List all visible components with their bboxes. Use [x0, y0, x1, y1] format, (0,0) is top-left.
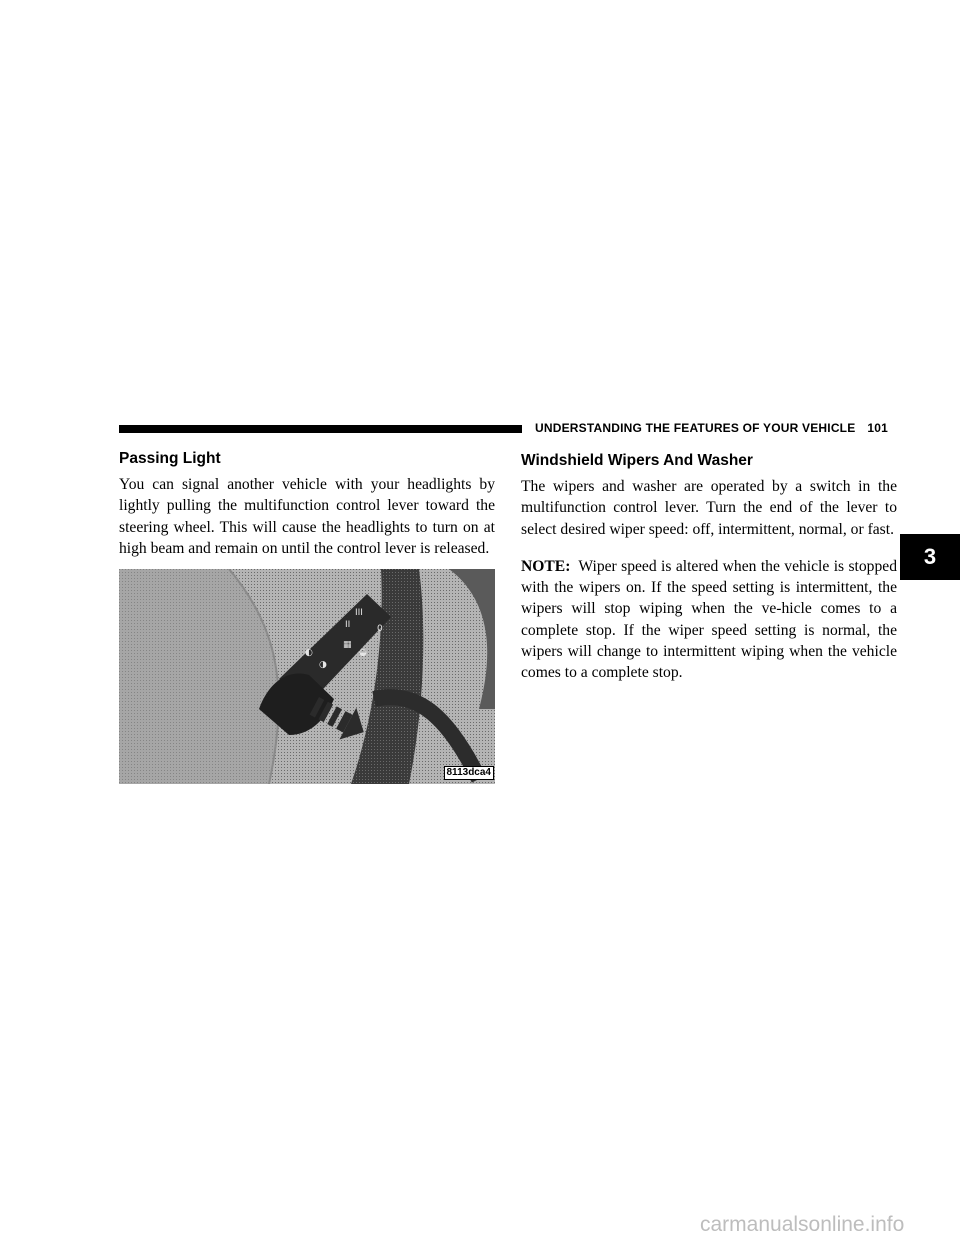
- left-column: [119, 450, 495, 575]
- note-paragraph: [521, 556, 897, 684]
- svg-text:◑: ◑: [319, 660, 327, 670]
- lever-photo: [119, 569, 495, 784]
- note-label: NOTE:: [521, 557, 571, 575]
- note-text: Wiper speed is altered when the vehicle is stopped with the wipers on. If the speed setting is intermittent, the wipers will stop wiping when the ve-hicle comes to a complete stop. If the wiper speed setting is normal, the wipers will change to intermittent wiping when the vehicle comes to a complete stop.: [521, 557, 897, 682]
- svg-text:0: 0: [377, 624, 383, 634]
- right-column: [521, 452, 897, 700]
- header-rule: [119, 425, 522, 433]
- figure-code: 8113dca4: [444, 766, 495, 780]
- wipers-heading: Windshield Wipers And Washer: [521, 452, 753, 469]
- svg-text:◒: ◒: [359, 648, 367, 658]
- header-title: UNDERSTANDING THE FEATURES OF YOUR VEHICLE: [535, 421, 856, 435]
- chapter-tab: 3: [900, 534, 960, 580]
- multifunction-lever-illustration: [119, 569, 495, 784]
- svg-text:▦: ▦: [343, 640, 352, 650]
- passing-light-heading: Passing Light: [119, 450, 221, 467]
- passing-light-paragraph: You can signal another vehicle with your headlights by lightly pulling the multifunction control lever toward the steering wheel. This will cause the headlights to turn on at high beam and remain on until the control lever is released.: [119, 476, 495, 557]
- running-header: [535, 421, 888, 435]
- svg-text:◐: ◐: [305, 648, 313, 658]
- watermark: carmanualsonline.info: [700, 1213, 905, 1236]
- page-number: 101: [867, 421, 889, 435]
- wipers-paragraph: The wipers and washer are operated by a switch in the multifunction control lever. Turn the end of the lever to select desired wiper speed: off, intermittent, normal, or fast.: [521, 478, 897, 538]
- svg-text:II: II: [345, 620, 351, 630]
- svg-text:III: III: [355, 608, 363, 618]
